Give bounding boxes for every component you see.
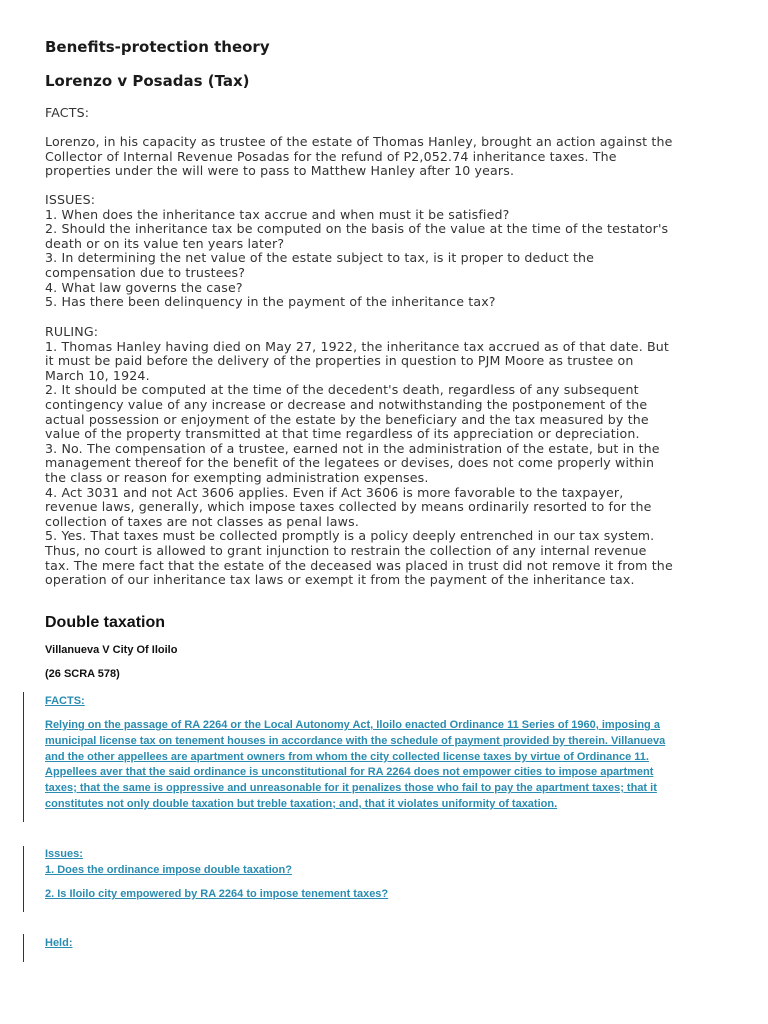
issues-line: 2. Should the inheritance tax be computed on the basis of the value at the time of the testator's xyxy=(45,221,669,237)
ruling-line: Thus, no court is allowed to grant injunction to restrain the collection of any internal revenue xyxy=(45,542,647,558)
ruling-line: RULING: xyxy=(45,324,99,339)
villanueva-issue-1[interactable]: 1. Does the ordinance impose double taxation? xyxy=(45,864,292,876)
villanueva-issue-2[interactable]: 2. Is Iloilo city empowered by RA 2264 to impose tenement taxes? xyxy=(45,888,389,900)
section-heading: Benefits-protection theory xyxy=(45,38,270,56)
issues-line: ISSUES: xyxy=(45,192,96,207)
ruling-line: 4. Act 3031 and not Act 3606 applies. Even if Act 3606 is more favorable to the taxpayer, xyxy=(45,484,624,500)
ruling-line: the class or reason for exempting administration expenses. xyxy=(45,469,429,485)
issues-line: 1. When does the inheritance tax accrue and when must it be satisfied? xyxy=(45,206,510,222)
facts-paragraph xyxy=(45,135,673,179)
ruling-line: 1. Thomas Hanley having died on May 27, 1922, the inheritance tax accrued as of that date. But xyxy=(45,338,670,354)
villanueva-held-label[interactable]: Held: xyxy=(45,937,73,949)
issues-line: 4. What law governs the case? xyxy=(45,279,243,295)
villanueva-facts-line[interactable]: and the other appellees are apartment owners from whom the city collected license taxes by virtue of Ordinance 11. xyxy=(45,750,649,763)
ruling-line: actual possession or enjoyment of the estate by the beneficiary and the tax measured by the xyxy=(45,411,649,427)
ruling-line: contingency value of any increase or decrease and notwithstanding the postponement of the xyxy=(45,396,648,412)
ruling-line: tax. The mere fact that the estate of the deceased was placed in trust did not remove it from the xyxy=(45,557,673,573)
ruling-block xyxy=(45,325,673,588)
ruling-line: 5. Yes. That taxes must be collected promptly is a policy deeply entrenched in our tax system. xyxy=(45,528,655,544)
villanueva-facts-paragraph[interactable] xyxy=(45,718,665,813)
villanueva-facts-line[interactable]: Relying on the passage of RA 2264 or the Local Autonomy Act, Iloilo enacted Ordinance 11 Series of 1960, imposing a xyxy=(45,719,660,731)
facts-line: Lorenzo, in his capacity as trustee of the estate of Thomas Hanley, brought an action against the xyxy=(45,134,673,149)
issues-block xyxy=(45,193,668,310)
issues-line: compensation due to trustees? xyxy=(45,264,246,280)
ruling-line: March 10, 1924. xyxy=(45,367,150,383)
facts-line: properties under the will were to pass to Matthew Hanley after 10 years. xyxy=(45,163,515,179)
issues-line: 3. In determining the net value of the estate subject to tax, is it proper to deduct the xyxy=(45,250,595,266)
ruling-line: collection of taxes are not classes as penal laws. xyxy=(45,513,359,529)
case-citation: (26 SCRA 578) xyxy=(45,668,120,680)
case-heading: Lorenzo v Posadas (Tax) xyxy=(45,72,250,90)
villanueva-facts-line[interactable]: constitutes not only double taxation but treble taxation; and, that it violates uniformity of taxation. xyxy=(45,797,558,810)
villanueva-issues-label[interactable]: Issues: xyxy=(45,848,83,860)
ruling-line: revenue laws, generally, which impose taxes collected by means ordinarily resorted to for the xyxy=(45,499,652,515)
issues-line: death or on its value ten years later? xyxy=(45,235,285,251)
ruling-line: it must be paid before the delivery of the properties in question to PJM Moore as trustee on xyxy=(45,353,634,369)
villanueva-facts-line[interactable]: Appellees aver that the said ordinance is unconstitutional for RA 2264 does not empower cities to impose apartment xyxy=(45,766,654,779)
villanueva-facts-line[interactable]: taxes; that the same is oppressive and unreasonable for it penalizes those who fail to pay the apartment taxes; that it xyxy=(45,782,657,795)
margin-bar-issues xyxy=(23,846,24,912)
margin-bar-held xyxy=(23,934,24,962)
issues-line: 5. Has there been delinquency in the payment of the inheritance tax? xyxy=(45,294,496,310)
ruling-line: management thereof for the benefit of the legatees or devises, does not come properly within xyxy=(45,455,655,471)
case-title: Villanueva V City Of Iloilo xyxy=(45,644,178,656)
margin-bar-facts xyxy=(23,692,24,822)
ruling-line: value of the property transmitted at that time regardless of its appreciation or depreciation. xyxy=(45,426,640,442)
ruling-line: operation of our inheritance tax laws or exempt it from the payment of the inheritance tax. xyxy=(45,572,635,588)
villanueva-facts-label[interactable]: FACTS: xyxy=(45,695,85,707)
facts-line: Collector of Internal Revenue Posadas for the refund of P2,052.74 inheritance taxes. The xyxy=(45,148,617,164)
facts-label: FACTS: xyxy=(45,105,90,120)
ruling-line: 2. It should be computed at the time of the decedent's death, regardless of any subsequent xyxy=(45,382,639,398)
villanueva-facts-line[interactable]: municipal license tax on tenement houses in accordance with the schedule of payment provided by therein. Villanueva xyxy=(45,734,666,747)
ruling-line: 3. No. The compensation of a trustee, earned not in the administration of the estate, but in the xyxy=(45,440,660,456)
double-taxation-heading: Double taxation xyxy=(45,614,166,631)
